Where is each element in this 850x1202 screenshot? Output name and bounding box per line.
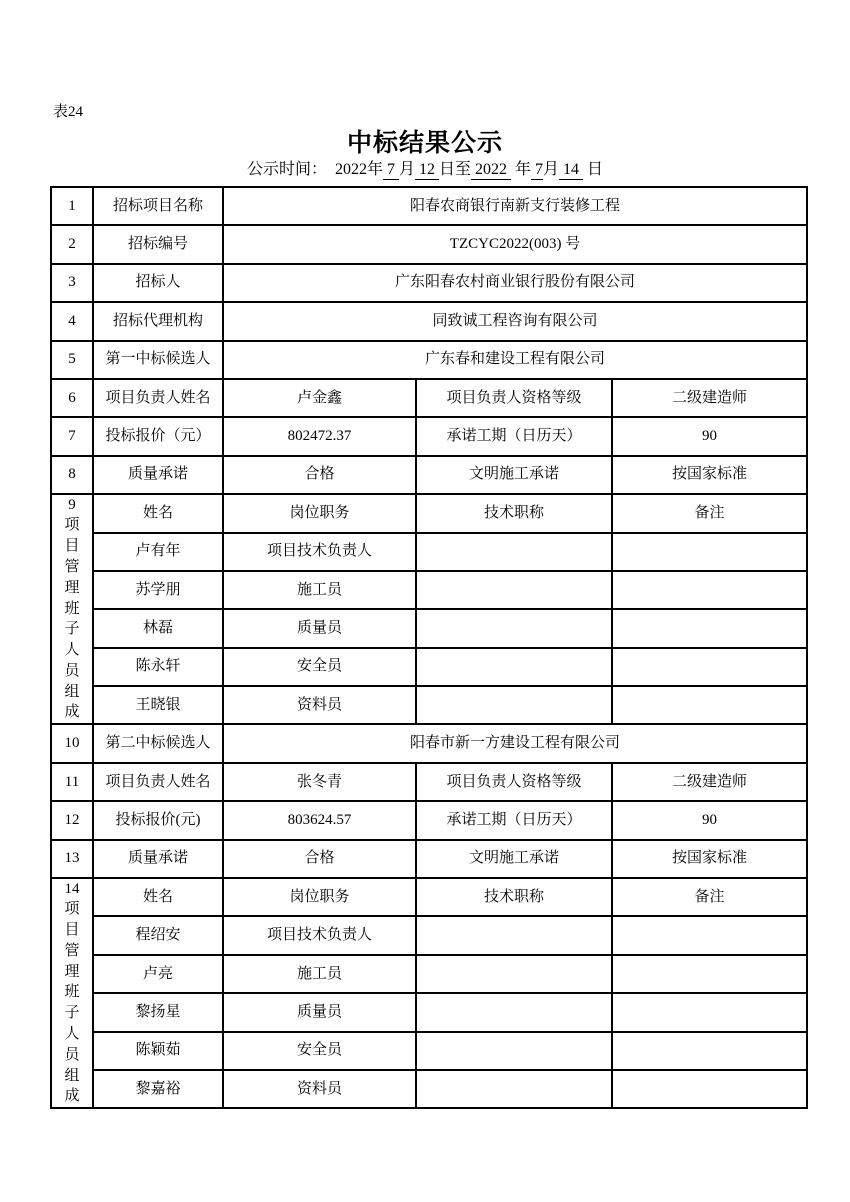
row-value: 阳春市新一方建设工程有限公司 (223, 724, 807, 762)
row-label-2: 项目负责人资格等级 (416, 763, 612, 801)
staff-position: 质量员 (223, 993, 416, 1031)
staff-position: 资料员 (223, 1070, 416, 1108)
staff-position: 项目技术负责人 (223, 533, 416, 571)
table-row (51, 955, 807, 993)
staff-name: 林磊 (93, 609, 223, 647)
staff-position: 施工员 (223, 571, 416, 609)
staff-tech-title (416, 686, 612, 724)
staff-tech-title (416, 955, 612, 993)
row-number: 2 (51, 225, 93, 263)
staff-tech-title (416, 533, 612, 571)
row-label: 投标报价(元) (93, 801, 223, 839)
table-row (51, 801, 807, 839)
date-text: 年 (511, 161, 532, 178)
row-number: 12 (51, 801, 93, 839)
staff-name: 陈永轩 (93, 648, 223, 686)
bid-result-table (50, 186, 808, 1109)
table-row (51, 571, 807, 609)
row-value-2: 二级建造师 (612, 763, 807, 801)
row-value: 张冬青 (223, 763, 416, 801)
staff-tech-title (416, 648, 612, 686)
row-label: 质量承诺 (93, 456, 223, 494)
row-value: 阳春农商银行南新支行装修工程 (223, 187, 807, 225)
date-text: 月 (543, 161, 560, 178)
row-value: 802472.37 (223, 417, 416, 455)
staff-remark (612, 571, 807, 609)
date-blank-end-year: 2022 (471, 161, 511, 178)
staff-name: 黎扬星 (93, 993, 223, 1031)
row-label: 投标报价（元） (93, 417, 223, 455)
date-text: 日 (583, 161, 604, 178)
row-label-2: 项目负责人资格等级 (416, 379, 612, 417)
row-value: TZCYC2022(003) 号 (223, 225, 807, 263)
row-label: 第一中标候选人 (93, 341, 223, 379)
table-row (51, 533, 807, 571)
date-blank-end-month: 7 (531, 161, 544, 178)
staff-name: 陈颖茹 (93, 1032, 223, 1070)
staff-name: 程绍安 (93, 916, 223, 954)
row-label: 招标代理机构 (93, 302, 223, 340)
row-value-2: 90 (612, 417, 807, 455)
staff-position: 项目技术负责人 (223, 916, 416, 954)
row-number: 14 (64, 881, 80, 898)
table-row (51, 648, 807, 686)
row-number: 6 (51, 379, 93, 417)
staff-remark (612, 533, 807, 571)
table-row (51, 264, 807, 302)
date-blank-start-month: 7 (382, 161, 399, 178)
row-value-2: 按国家标准 (612, 840, 807, 878)
staff-remark (612, 955, 807, 993)
column-header-position: 岗位职务 (223, 494, 416, 532)
row-label-2: 文明施工承诺 (416, 840, 612, 878)
column-header-name: 姓名 (93, 494, 223, 532)
column-header-tech-title: 技术职称 (416, 494, 612, 532)
row-label: 质量承诺 (93, 840, 223, 878)
date-text: 2022年 (334, 161, 383, 178)
date-blank-end-day: 14 (559, 161, 584, 178)
table-row (51, 494, 807, 532)
row-label: 第二中标候选人 (93, 724, 223, 762)
row-value: 卢金鑫 (223, 379, 416, 417)
row-number: 10 (51, 724, 93, 762)
table-row (51, 916, 807, 954)
row-label-2: 承诺工期（日历天） (416, 801, 612, 839)
table-row (51, 187, 807, 225)
publicity-time-line (0, 159, 850, 181)
group-vertical-label: 项目管理班子人员组成 (64, 901, 80, 1105)
table-row (51, 724, 807, 762)
group-cell-section9 (51, 494, 93, 724)
staff-remark (612, 1032, 807, 1070)
column-header-tech-title: 技术职称 (416, 878, 612, 916)
table-row (51, 763, 807, 801)
table-row (51, 225, 807, 263)
row-label-2: 承诺工期（日历天） (416, 417, 612, 455)
form-number-tag: 表24 (53, 104, 84, 120)
table-row (51, 456, 807, 494)
row-number: 8 (51, 456, 93, 494)
row-value: 合格 (223, 456, 416, 494)
row-number: 9 (68, 497, 76, 514)
group-cell-section14 (51, 878, 93, 1108)
staff-tech-title (416, 916, 612, 954)
row-value-2: 二级建造师 (612, 379, 807, 417)
column-header-remark: 备注 (612, 878, 807, 916)
row-label-2: 文明施工承诺 (416, 456, 612, 494)
staff-remark (612, 916, 807, 954)
table-row (51, 379, 807, 417)
table-row (51, 302, 807, 340)
table-row (51, 609, 807, 647)
staff-tech-title (416, 993, 612, 1031)
row-label: 招标人 (93, 264, 223, 302)
row-number: 5 (51, 341, 93, 379)
row-label: 项目负责人姓名 (93, 763, 223, 801)
row-number: 1 (51, 187, 93, 225)
row-value: 803624.57 (223, 801, 416, 839)
table-row (51, 993, 807, 1031)
row-label: 招标编号 (93, 225, 223, 263)
staff-name: 卢亮 (93, 955, 223, 993)
row-value-2: 按国家标准 (612, 456, 807, 494)
staff-position: 施工员 (223, 955, 416, 993)
column-header-remark: 备注 (612, 494, 807, 532)
staff-name: 卢有年 (93, 533, 223, 571)
staff-tech-title (416, 1070, 612, 1108)
row-value: 广东阳春农村商业银行股份有限公司 (223, 264, 807, 302)
date-blank-start-day: 12 (414, 161, 439, 178)
staff-name: 苏学朋 (93, 571, 223, 609)
table-row (51, 1032, 807, 1070)
row-label: 项目负责人姓名 (93, 379, 223, 417)
table-row (51, 417, 807, 455)
date-text: 日至 (438, 161, 471, 178)
publicity-time-label: 公示时间： (246, 161, 335, 178)
row-number: 4 (51, 302, 93, 340)
row-number: 3 (51, 264, 93, 302)
table-row (51, 1070, 807, 1108)
page-title: 中标结果公示 (346, 130, 503, 157)
row-number: 7 (51, 417, 93, 455)
row-number: 11 (51, 763, 93, 801)
staff-remark (612, 609, 807, 647)
row-value: 广东春和建设工程有限公司 (223, 341, 807, 379)
table-row (51, 840, 807, 878)
staff-position: 质量员 (223, 609, 416, 647)
staff-name: 黎嘉裕 (93, 1070, 223, 1108)
staff-tech-title (416, 609, 612, 647)
staff-remark (612, 686, 807, 724)
column-header-name: 姓名 (93, 878, 223, 916)
staff-position: 安全员 (223, 1032, 416, 1070)
table-row (51, 686, 807, 724)
staff-remark (612, 1070, 807, 1108)
row-value: 合格 (223, 840, 416, 878)
staff-remark (612, 648, 807, 686)
table-row (51, 878, 807, 916)
row-value: 同致诚工程咨询有限公司 (223, 302, 807, 340)
row-label: 招标项目名称 (93, 187, 223, 225)
row-value-2: 90 (612, 801, 807, 839)
staff-position: 资料员 (223, 686, 416, 724)
staff-tech-title (416, 571, 612, 609)
staff-name: 王晓银 (93, 686, 223, 724)
staff-remark (612, 993, 807, 1031)
table-row (51, 341, 807, 379)
staff-position: 安全员 (223, 648, 416, 686)
staff-tech-title (416, 1032, 612, 1070)
column-header-position: 岗位职务 (223, 878, 416, 916)
group-vertical-label: 项目管理班子人员组成 (64, 517, 80, 721)
date-text: 月 (398, 161, 415, 178)
row-number: 13 (51, 840, 93, 878)
